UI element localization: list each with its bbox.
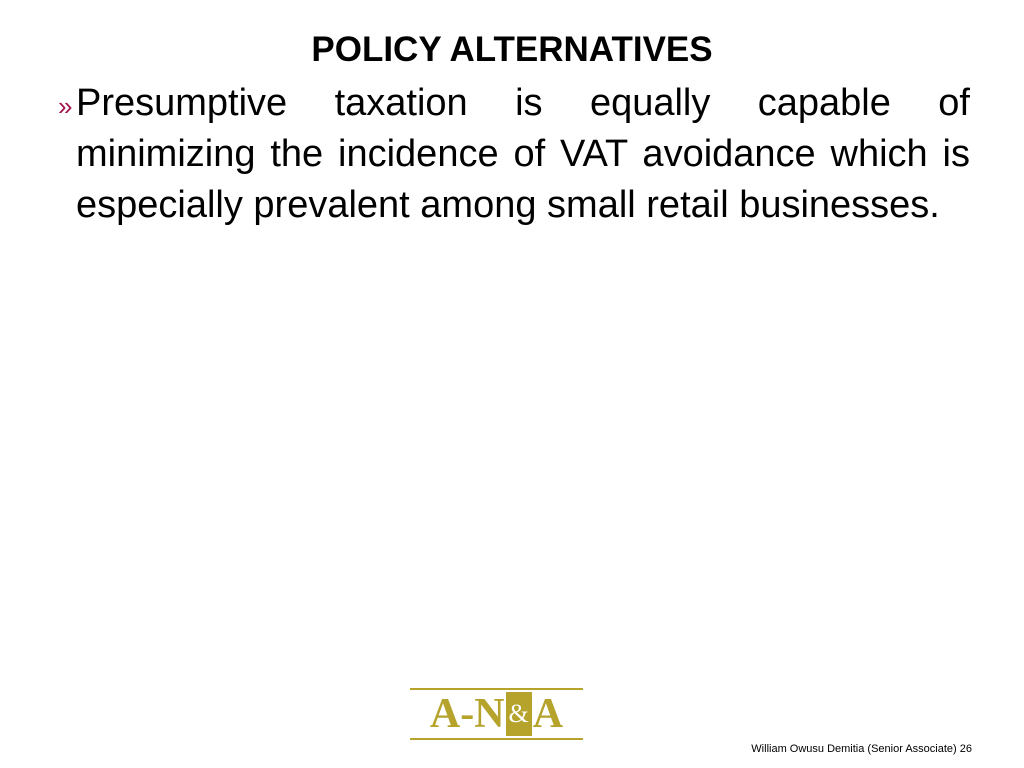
footer-author: William Owusu Demitia (Senior Associate) (751, 743, 957, 755)
logo-text-right: A (532, 691, 564, 737)
slide-footer (751, 742, 972, 756)
bullet-marker-icon: » (58, 91, 73, 121)
logo-top-rule (410, 688, 583, 690)
page-number: 26 (959, 743, 972, 755)
logo-ampersand: & (506, 692, 532, 736)
logo-text-left: A-N (429, 691, 505, 737)
bullet-item (58, 78, 970, 231)
bullet-list (58, 78, 970, 231)
company-logo (410, 688, 583, 740)
logo-wordmark (410, 692, 583, 736)
bullet-text: Presumptive taxation is equally capable of minimizing the incidence of VAT avoidance which is especially prevalent among small retail businesses. (76, 82, 970, 226)
logo-bottom-rule (410, 738, 583, 740)
slide-title: POLICY ALTERNATIVES (311, 30, 713, 69)
